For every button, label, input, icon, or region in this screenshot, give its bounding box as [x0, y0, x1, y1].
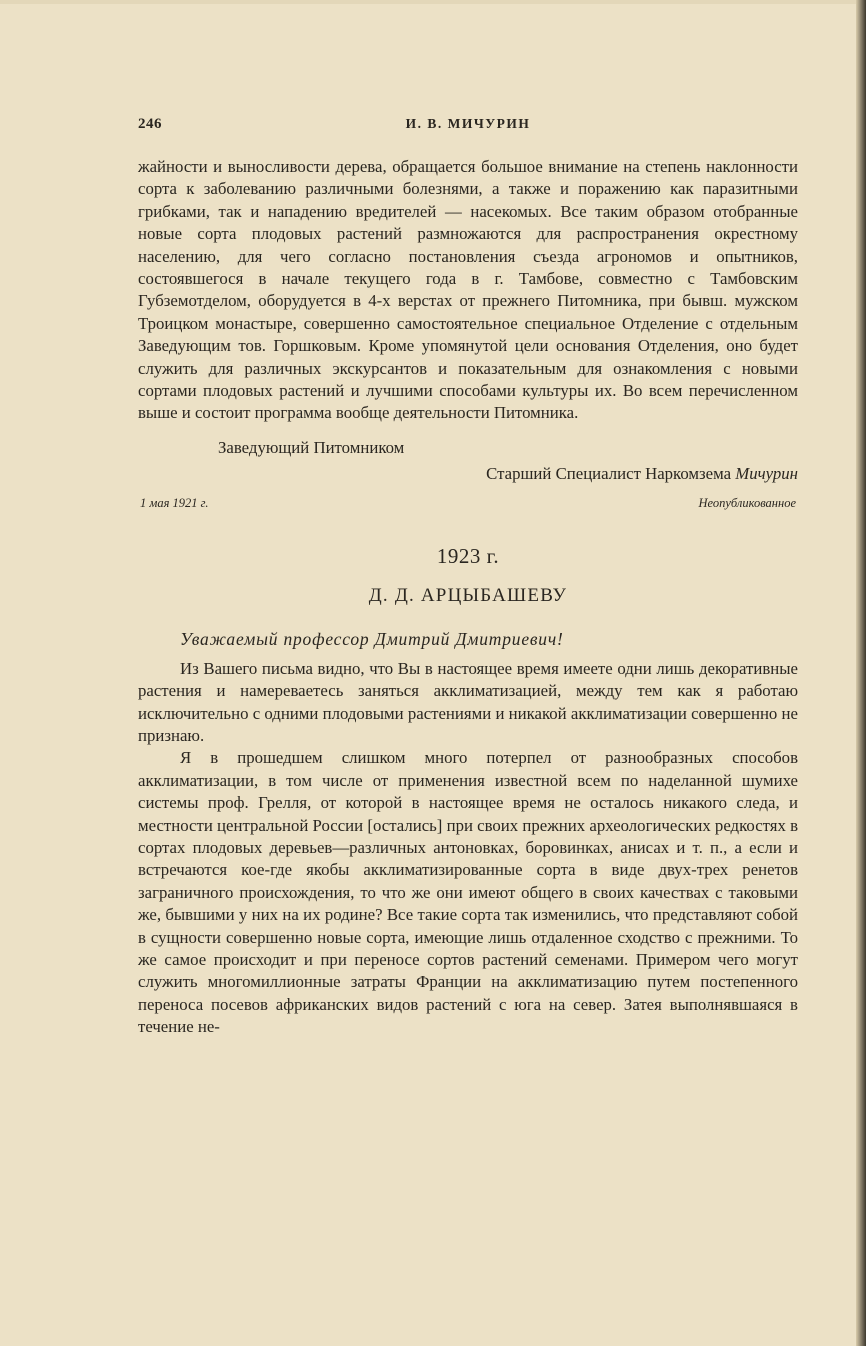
page-header: [138, 116, 798, 138]
page-top-edge: [0, 0, 866, 4]
year-heading: 1923 г.: [436, 543, 500, 568]
document-date: 1 мая 1921 г.: [140, 495, 209, 510]
letter-salutation: Уважаемый профессор Дмитрий Дмитриевич!: [180, 628, 564, 649]
signature-title: Старший Специалист Наркомзема: [486, 464, 732, 484]
signature-name: Мичурин: [735, 464, 798, 484]
dateline: [138, 496, 798, 516]
publication-status: Неопубликованное: [698, 495, 796, 510]
page-content: [138, 156, 798, 1039]
page-right-edge: [856, 0, 866, 1346]
letter-addressee: Д. Д. АРЦЫБАШЕВУ: [368, 584, 568, 606]
letter-paragraph-2: Я в прошедшем слишком много потерпел от разнообразных способов акклиматизации, в том числе от применения известной всем по наделанной шумихе системы проф. Грелля, от которой в настоящее время не осталось никакого следа, и местности центральной России [остались] при своих прежних археологических редкостях в сортах плодовых деревьев—различных антоновках, боровинках, анисах и т. п., а если и встречаются кое-где якобы акклиматизированные сорта в виде двух-трех ренетов заграничного происхождения, то что же они имеют общего в своих качествах с таковыми же, бывшими у них на их родине? Все такие сорта так изменились, что представляют собой в сущности совершенно новые сорта, имеющие лишь отдаленное сходство с прежними. То же самое происходит и при переносе сортов растений семенами. Примером чего могут служить многомиллионные затраты Франции на акклиматизацию путем постепенного переноса посевов африканских видов растений с юга на север. Затея выполнявшаяся в течение не-: [138, 748, 798, 1037]
running-title: И. В. МИЧУРИН: [405, 116, 531, 131]
signature-line-1: Заведующий Питомником: [218, 437, 405, 457]
letter-paragraph-1: Из Вашего письма видно, что Вы в настоящее время имеете одни лишь декоративные растения и намереваетесь заняться акклиматизацией, между тем как я работаю исключительно с одними плодовыми растениями и никакой акклиматизации совершенно не признаю.: [138, 658, 798, 745]
signature-line-2: [138, 463, 798, 485]
page-number: 246: [138, 116, 162, 132]
body-paragraph: жайности и выносливости дерева, обращается большое внимание на степень наклонности сорта к заболеванию различными болезнями, а также и поражению как паразитными грибками, так и нападению вредителей — насекомых. Все таким образом отобранные новые сорта плодовых растений размножаются для распространения окрестному населению, для чего согласно постановления съезда агрономов и опытников, состоявшегося в начале текущего года в г. Тамбове, совместно с Тамбовским Губземотделом, оборудуется в 4-х верстах от прежнего Питомника, при бывш. мужском Троицком монастыре, совершенно самостоятельное специальное Отделение с отдельным Заведующим тов. Горшковым. Кроме упомянутой цели основания Отделения, оно будет служить для различных экскурсантов и показательным для ознакомления с новыми сортами плодовых растений и лучшими способами культуры их. Во всем перечисленном выше и состоит программа вообще деятельности Питомника.: [138, 157, 798, 423]
